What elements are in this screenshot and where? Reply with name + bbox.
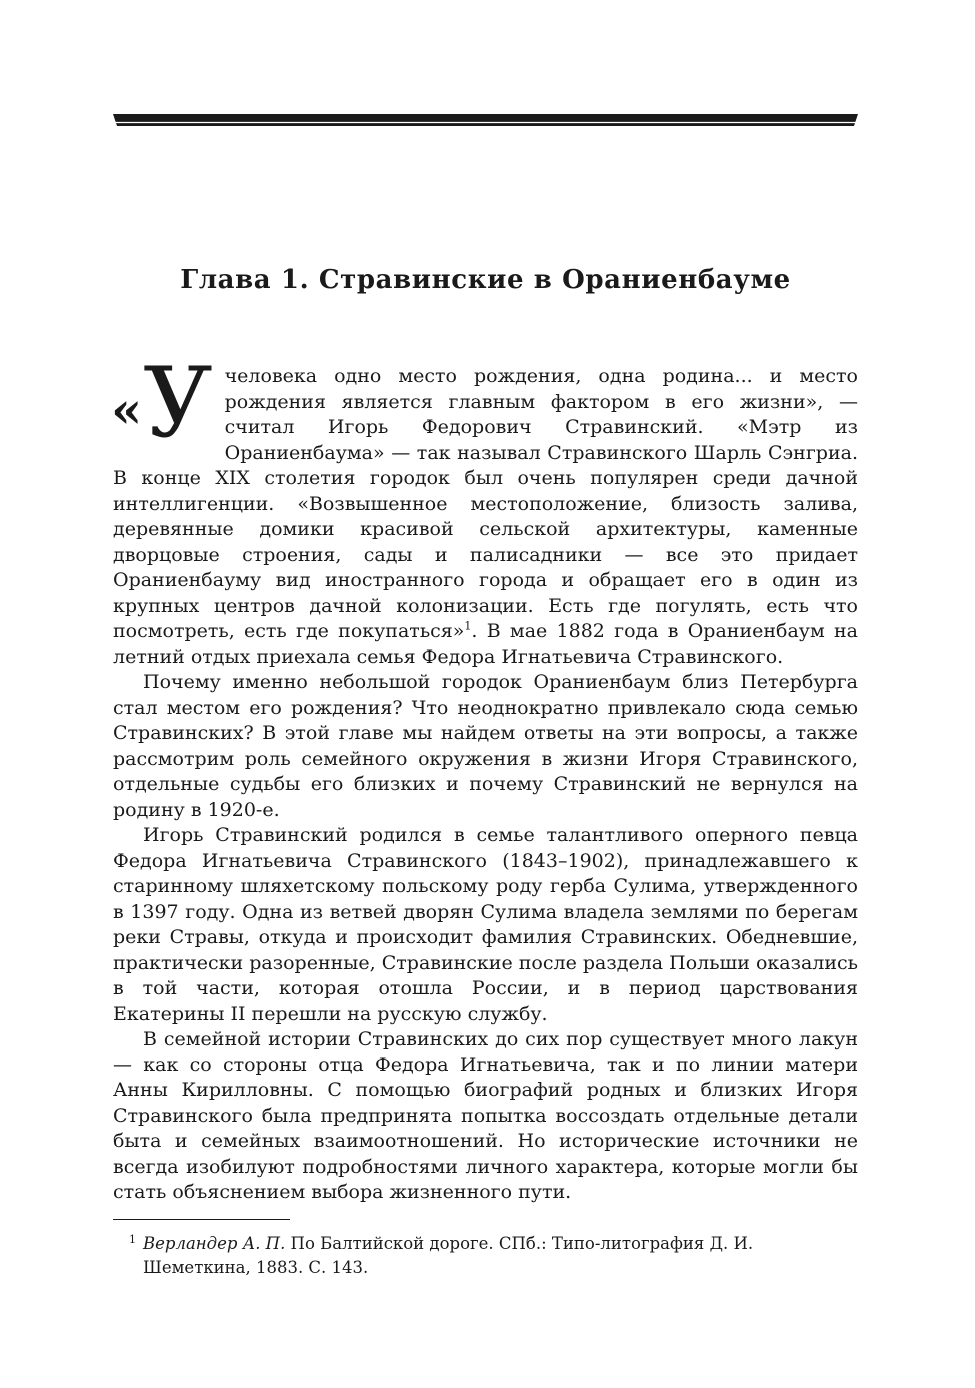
drop-cap-quote: « — [111, 380, 143, 439]
drop-cap-letter: У — [143, 347, 213, 459]
body-text — [111, 347, 858, 1206]
chapter-title: Глава 1. Стравинские в Ораниенбауме — [180, 265, 791, 295]
paragraph-3: Игорь Стравинский родился в семье талантливого оперного певца Федора Игнатьевича Стравинского (1843–1902), принадлежавшего к старинному шляхетскому польскому роду герба Сулима, утвержденного в 1397 году. Одна из ветвей дворян Сулима владела землями по берегам реки Стравы, откуда и происходит фамилия Стравинских. Обедневшие, практически разоренные, Стравинские после раздела Польши оказались в той части, которая отошла России, и в период царствования Екатерины II перешли на русскую службу. — [113, 824, 858, 1025]
paragraph-1 — [111, 347, 858, 670]
top-decorative-rule — [113, 114, 858, 126]
paragraph-2: Почему именно небольшой городок Ораниенбаум близ Петербурга стал местом его рождения? Что неоднократно привлекало сюда семью Стравинских? В этой главе мы найдем ответы на эти вопросы, а также рассмотрим роль семейного окружения в жизни Игоря Стравинского, отдельные судьбы его близких и почему Стравинский не вернулся на родину в 1920-е. — [113, 671, 858, 821]
footnote — [129, 1232, 858, 1280]
paragraph-1-text-end: . В мае 1882 года в Ораниенбаум на летний отдых приехала семья Федора Игнатьевича Стравинского. — [113, 620, 858, 668]
footnote-text: По Балтийской дороге. СПб.: Типо-литография Д. И. Шеметкина, 1883. С. 143. — [143, 1234, 754, 1277]
footnote-author: Верландер А. П. — [143, 1234, 286, 1253]
drop-cap — [111, 347, 213, 459]
paragraph-4: В семейной истории Стравинских до сих пор существует много лакун — как со стороны отца Федора Игнатьевича, так и по линии матери Анны Кирилловны. С помощью биографий родных и близких Игоря Стравинского была предпринята попытка воссоздать отдельные детали быта и семейных взаимоотношений. Но исторические источники не всегда изобилуют подробностями личного характера, которые могли бы стать объяснением выбора жизненного пути. — [113, 1028, 858, 1203]
paragraph-1-text-start: человека одно место рождения, одна родина... и место рождения является главным фактором в его жизни», — считал Игорь Федорович Стравинский. «Мэтр из Ораниенбаума» — так называл Стравинского Шарль Сэнгриа. В конце XIX столетия городок был очень популярен среди дачной интеллигенции. «Возвышенное местоположение, близость залива, деревянные домики красивой сельской архитектуры, каменные дворцовые строения, сады и палисадники — все это придает Ораниенбауму вид иностранного города и обращает его в один из крупных центров дачной колонизации. Есть где погулять, есть что посмотреть, есть где покупаться» — [113, 365, 858, 642]
footnote-reference[interactable]: 1 — [464, 619, 472, 633]
footnote-number: 1 — [129, 1233, 136, 1246]
footnote-separator — [113, 1219, 290, 1220]
